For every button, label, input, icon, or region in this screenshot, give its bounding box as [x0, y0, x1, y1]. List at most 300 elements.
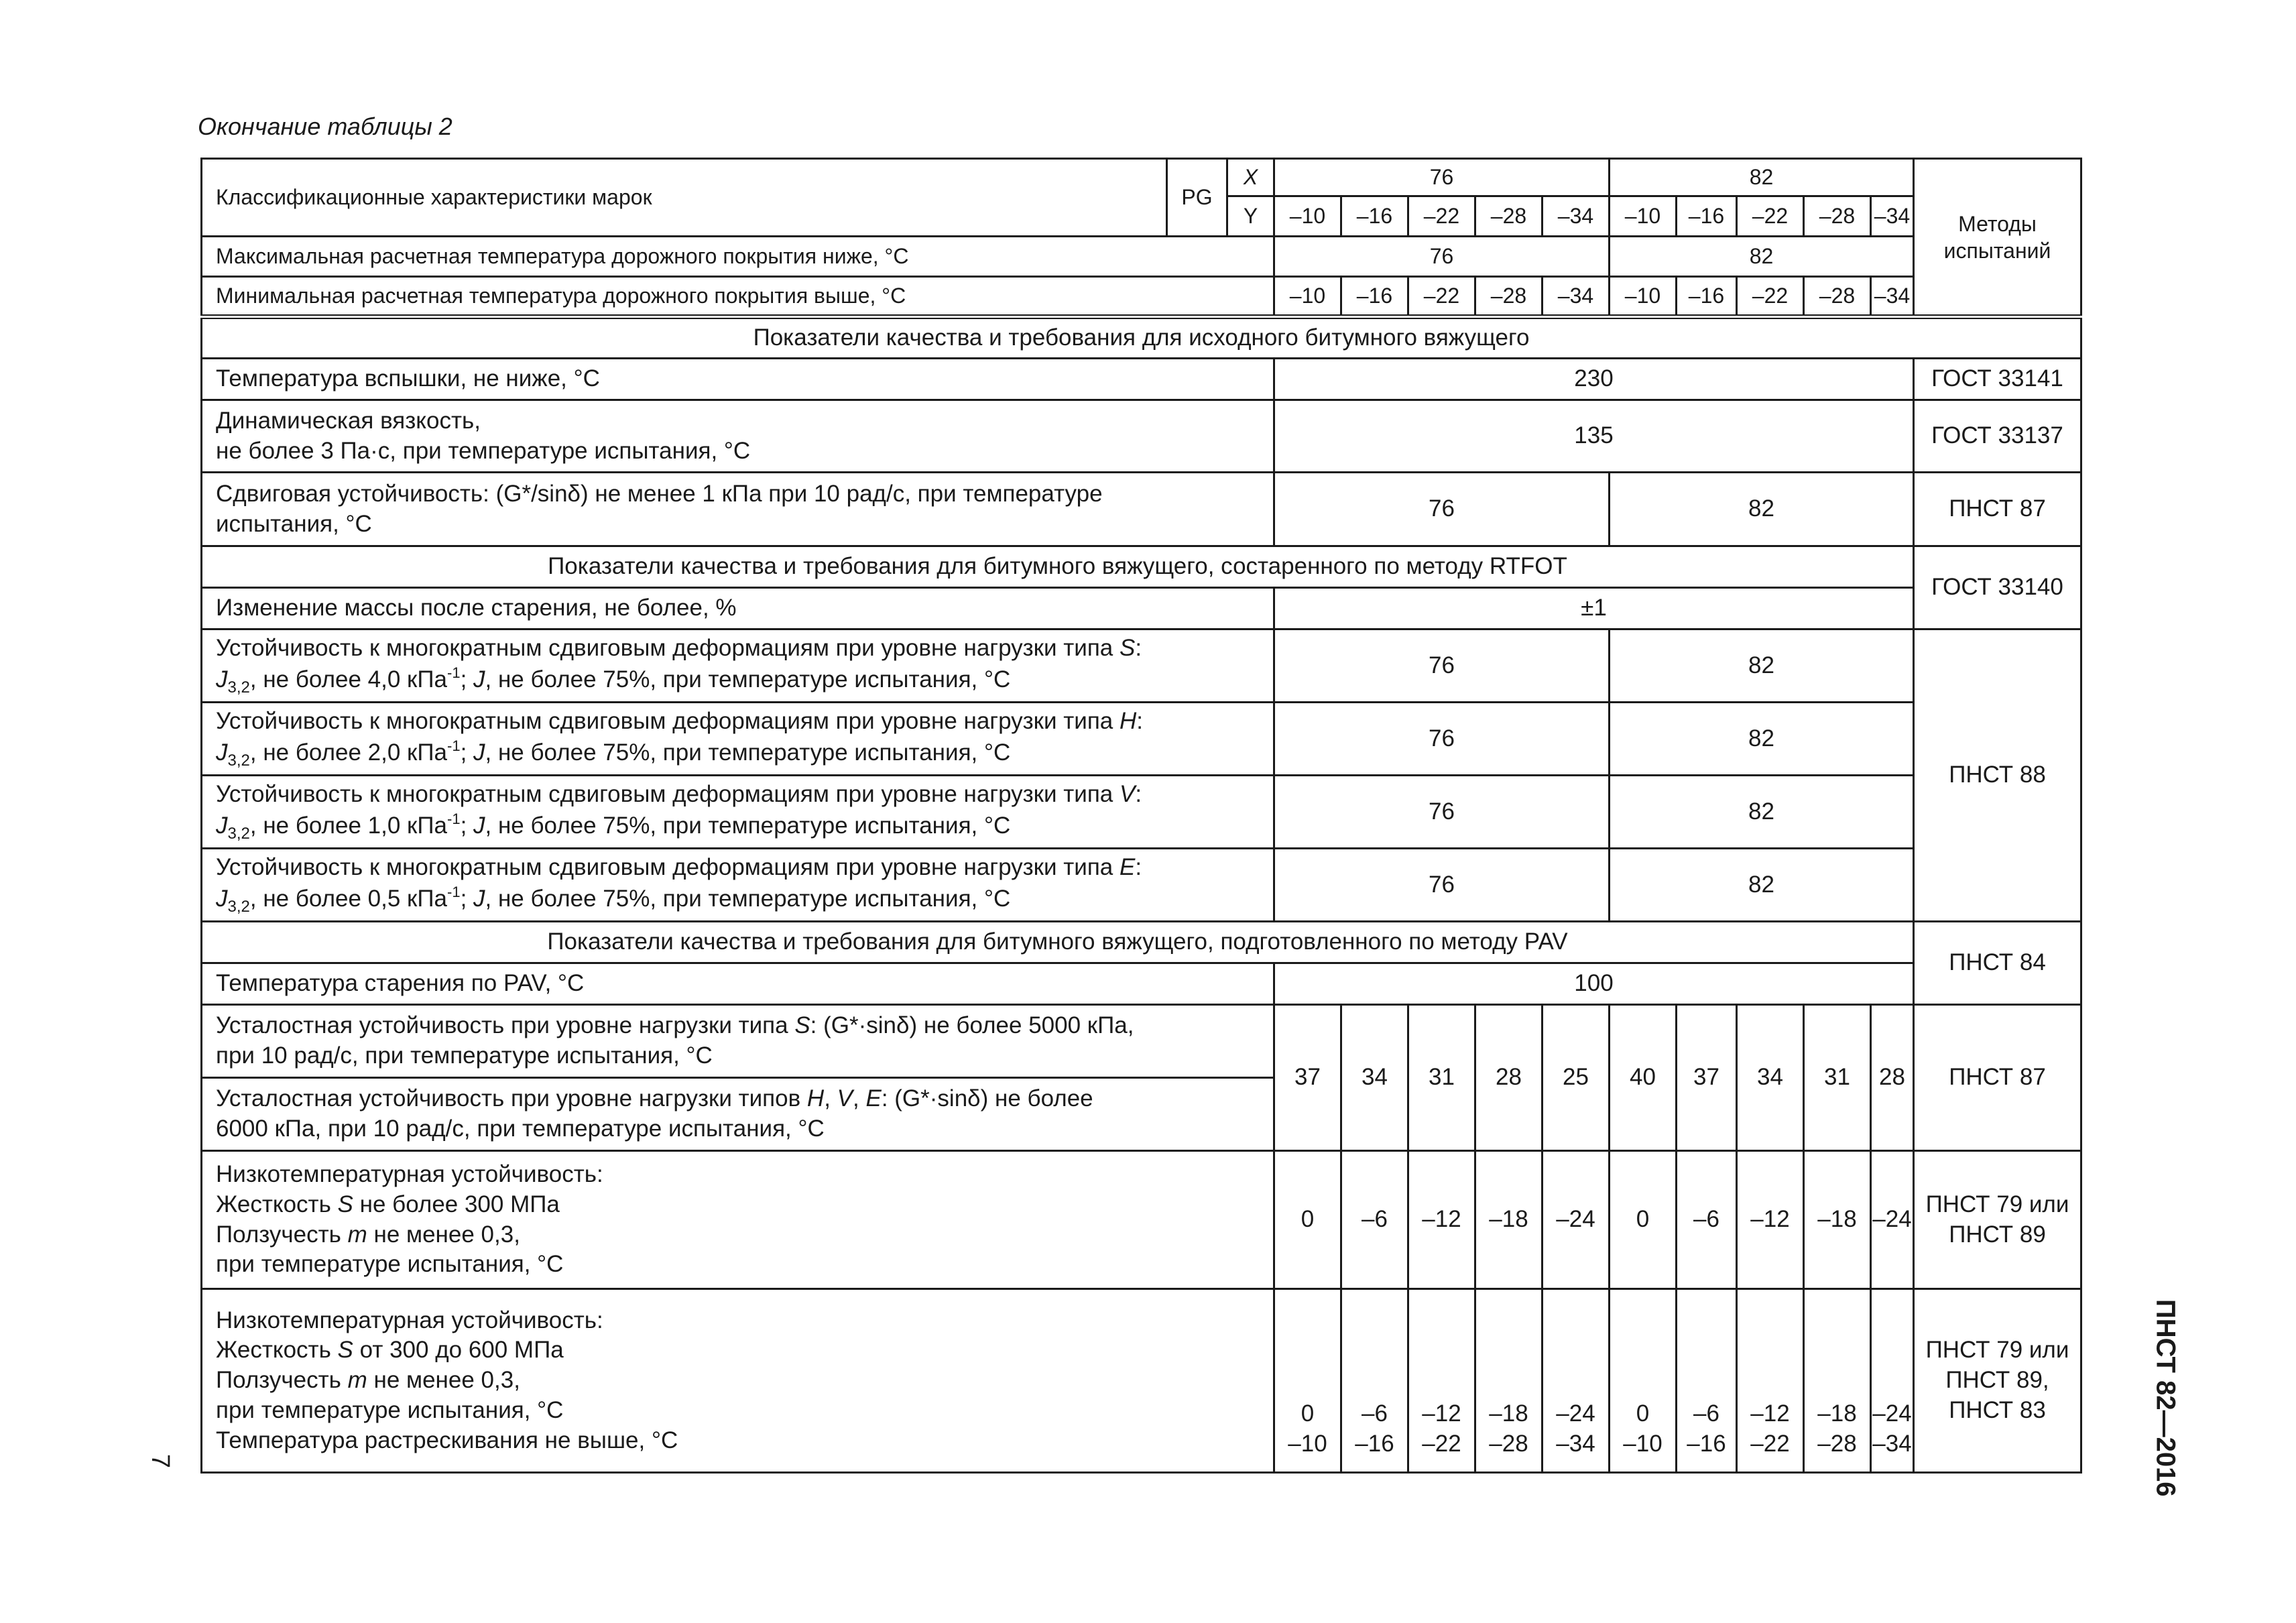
rtfot-method: ГОСТ 33140 — [1931, 574, 2063, 601]
method-line: ПНСТ 89 — [1949, 1221, 2046, 1248]
mscr-text: ; — [460, 812, 474, 839]
j-symbol: J — [473, 739, 485, 766]
high-grade-76: 76 — [1429, 165, 1454, 190]
table-row — [202, 473, 2081, 546]
lowtemp-text: при температуре испытания, °C — [216, 1251, 564, 1278]
min-temp: –16 — [1688, 284, 1725, 308]
fatigue-text: Усталостная устойчивость при уровне нагрузки типов — [216, 1085, 807, 1112]
crack-temp-value: –10 — [1623, 1431, 1663, 1457]
lowtemp-value: –18 — [1817, 1400, 1857, 1427]
lowtemp-value: –24 — [1872, 1206, 1912, 1233]
fatigue-text: при 10 рад/с, при температуре испытания, °C — [216, 1042, 713, 1069]
section-pav-cell — [202, 922, 1914, 963]
document-code: ПНСТ 82—2016 — [2151, 1299, 2181, 1497]
j-symbol: J — [216, 812, 228, 839]
table-body — [202, 159, 2081, 1473]
flash-value-cell — [1274, 359, 1914, 400]
mscr-76: 76 — [1429, 871, 1455, 898]
fatigue-value: 28 — [1496, 1064, 1522, 1091]
pav-temp-value: 100 — [1574, 970, 1614, 997]
table-row — [202, 277, 2081, 317]
methods-header-cell — [1914, 159, 2081, 317]
lowtemp-value: 0 — [1301, 1400, 1315, 1427]
methods-header: Методы испытаний — [1943, 211, 2051, 263]
max-82-cell — [1610, 237, 1914, 277]
load-type: S — [1120, 634, 1136, 661]
mscr-unit: кПа — [400, 666, 447, 693]
fatigue-value: 31 — [1824, 1064, 1850, 1091]
mass-label: Изменение массы после старения, не более, % — [216, 595, 737, 621]
x-cell — [1227, 159, 1274, 196]
table-row — [202, 1005, 2081, 1078]
mscr-82: 82 — [1748, 652, 1774, 678]
fatigue-value-cell — [1610, 1005, 1677, 1151]
flash-method-cell — [1914, 359, 2081, 400]
min-temp: –16 — [1356, 284, 1393, 308]
mscr-exponent: -1 — [447, 810, 461, 827]
shear-method-cell — [1914, 473, 2081, 546]
method-line: ПНСТ 79 или — [1925, 1337, 2069, 1364]
mscr-unit: кПа — [400, 812, 447, 839]
lowtemp1-value-cell — [1871, 1151, 1914, 1289]
mscr-limit: 2,0 — [367, 739, 401, 766]
lowtemp2-label-cell — [202, 1289, 1274, 1473]
mscr-exponent: -1 — [447, 664, 461, 681]
min-temp-cell — [1737, 277, 1804, 317]
mscr-82-cell — [1610, 776, 1914, 849]
lowtemp2-value-cell — [1274, 1289, 1341, 1473]
lowtemp1-value-cell — [1274, 1151, 1341, 1289]
mscr-method: ПНСТ 88 — [1949, 762, 2046, 788]
lowtemp-value: –6 — [1693, 1206, 1719, 1233]
class-label: Классификационные характеристики марок — [216, 185, 652, 210]
table-row — [202, 317, 2081, 359]
lowtemp2-value-cell — [1804, 1289, 1871, 1473]
min-temp-label: Минимальная расчетная температура дорожного покрытия выше, °C — [216, 284, 906, 308]
method-line: ПНСТ 79 или — [1925, 1191, 2069, 1217]
crack-temp-value: –16 — [1355, 1431, 1394, 1457]
lowtemp-text: Ползучесть — [216, 1367, 348, 1394]
crack-temp-value: –10 — [1288, 1431, 1327, 1457]
mscr-76: 76 — [1429, 798, 1455, 825]
fatigue-value: 25 — [1563, 1064, 1589, 1091]
fatigue-value-cell — [1475, 1005, 1543, 1151]
mscr-76: 76 — [1429, 725, 1455, 752]
lowtemp-text: Низкотемпературная устойчивость: — [216, 1307, 603, 1333]
mscr-text: , не более 75%, при температуре испытания, °C — [485, 885, 1011, 912]
mscr-limit: 4,0 — [367, 666, 401, 693]
fatigue-value-cell — [1543, 1005, 1610, 1151]
fatigue-value-cell — [1737, 1005, 1804, 1151]
mass-value: ±1 — [1581, 595, 1607, 621]
table-row — [202, 400, 2081, 473]
crack-temp-value: –22 — [1422, 1431, 1461, 1457]
mscr-text: , не более — [249, 885, 368, 912]
high-grade-82: 82 — [1749, 165, 1774, 190]
mscr-limit: 1,0 — [367, 812, 401, 839]
lowtemp-value: –24 — [1556, 1206, 1595, 1233]
viscosity-label-cell — [202, 400, 1274, 473]
table-row — [202, 1289, 2081, 1473]
viscosity-value-cell — [1274, 400, 1914, 473]
fatigue-value-cell — [1274, 1005, 1341, 1151]
fatigue-method: ПНСТ 87 — [1949, 1064, 2046, 1091]
mscr-label-cell — [202, 703, 1274, 776]
j-subscript: 3,2 — [227, 824, 250, 843]
lowtemp1-value-cell — [1341, 1151, 1408, 1289]
mscr-limit: 0,5 — [367, 885, 401, 912]
flash-value: 230 — [1574, 365, 1614, 392]
section-original-cell — [202, 317, 2081, 359]
shear-line: Сдвиговая устойчивость: (G*/sinδ) не менее 1 кПа при 10 рад/с, при температуре — [216, 480, 1103, 507]
fatigue-hve-label-cell — [202, 1078, 1274, 1151]
lowtemp-value: –18 — [1817, 1206, 1857, 1233]
lowtemp-value: –18 — [1489, 1400, 1528, 1427]
pav-temp-label: Температура старения по PAV, °C — [216, 970, 585, 997]
lowtemp-text: Температура растрескивания не выше, °C — [216, 1427, 678, 1453]
mscr-text: Устойчивость к многократным сдвиговым деформациям при уровне нагрузки типа — [216, 707, 1120, 734]
fatigue-value-cell — [1677, 1005, 1737, 1151]
s-symbol: S — [337, 1191, 353, 1217]
lowtemp-value: 0 — [1636, 1206, 1650, 1233]
table-row — [202, 963, 2081, 1005]
lowtemp-value: –6 — [1362, 1206, 1388, 1233]
j-symbol: J — [473, 812, 485, 839]
viscosity-line: не более 3 Па·с, при температуре испытания, °C — [216, 437, 751, 464]
lowtemp-text: при температуре испытания, °C — [216, 1396, 564, 1423]
pav-temp-label-cell — [202, 963, 1274, 1005]
mscr-label-cell — [202, 629, 1274, 703]
crack-temp-value: –34 — [1872, 1431, 1912, 1457]
mscr-text: , не более — [249, 666, 368, 693]
j-subscript: 3,2 — [227, 897, 250, 916]
low-grade: –28 — [1819, 204, 1856, 229]
low-grade-cell — [1341, 196, 1408, 237]
mscr-82: 82 — [1748, 871, 1774, 898]
min-temp: –34 — [1874, 284, 1911, 308]
mscr-exponent: -1 — [447, 737, 461, 754]
j-subscript: 3,2 — [227, 751, 250, 770]
min-temp-cell — [1543, 277, 1610, 317]
min-temp-cell — [1804, 277, 1871, 317]
lowtemp-value: –12 — [1750, 1206, 1790, 1233]
load-type: V — [1120, 780, 1136, 807]
min-temp: –28 — [1819, 284, 1856, 308]
low-grade: –34 — [1557, 204, 1594, 229]
low-grade: –34 — [1874, 204, 1911, 229]
section-heading: Показатели качества и требования для исходного битумного вяжущего — [753, 324, 1530, 351]
j-subscript: 3,2 — [227, 678, 250, 697]
low-grade: –16 — [1356, 204, 1393, 229]
lowtemp-value: –12 — [1750, 1400, 1790, 1427]
j-symbol: J — [473, 885, 485, 912]
fatigue-method-cell — [1914, 1005, 2081, 1151]
lowtemp1-value-cell — [1804, 1151, 1871, 1289]
low-grade-cell — [1677, 196, 1737, 237]
fatigue-value: 28 — [1879, 1064, 1905, 1091]
min-temp-label-cell — [202, 277, 1274, 317]
fatigue-text: , — [853, 1085, 866, 1112]
min-temp: –22 — [1423, 284, 1460, 308]
fatigue-value: 31 — [1429, 1064, 1455, 1091]
shear-method: ПНСТ 87 — [1949, 495, 2046, 522]
j-symbol: J — [216, 885, 228, 912]
lowtemp-value: 0 — [1301, 1206, 1315, 1233]
lowtemp2-value-cell — [1408, 1289, 1475, 1473]
mscr-label-cell — [202, 776, 1274, 849]
lowtemp-text: Ползучесть — [216, 1221, 348, 1248]
load-type: E — [1120, 853, 1136, 880]
lowtemp1-value-cell — [1475, 1151, 1543, 1289]
lowtemp2-value-cell — [1475, 1289, 1543, 1473]
min-temp-cell — [1871, 277, 1914, 317]
fatigue-value: 40 — [1630, 1064, 1656, 1091]
low-grade: –10 — [1624, 204, 1661, 229]
low-grade: –10 — [1289, 204, 1326, 229]
section-rtfot-cell — [202, 546, 1914, 588]
low-grade: –28 — [1490, 204, 1527, 229]
lowtemp1-value-cell — [1543, 1151, 1610, 1289]
mscr-unit: кПа — [400, 739, 447, 766]
load-type: S — [794, 1012, 810, 1039]
method-line: ПНСТ 83 — [1949, 1396, 2046, 1423]
pg-label: PG — [1181, 185, 1213, 210]
mscr-text: Устойчивость к многократным сдвиговым деформациям при уровне нагрузки типа — [216, 780, 1120, 807]
mscr-76-cell — [1274, 776, 1610, 849]
low-grade: –22 — [1752, 204, 1789, 229]
flash-label-cell — [202, 359, 1274, 400]
mscr-exponent: -1 — [447, 883, 461, 900]
table-row — [202, 629, 2081, 703]
load-type: H — [806, 1085, 825, 1112]
mscr-text: Устойчивость к многократным сдвиговым деформациям при уровне нагрузки типа — [216, 634, 1120, 661]
mscr-text: , не более 75%, при температуре испытания, °C — [485, 812, 1011, 839]
mscr-unit: кПа — [400, 885, 447, 912]
mscr-82-cell — [1610, 849, 1914, 922]
mscr-82: 82 — [1748, 725, 1774, 752]
lowtemp2-value-cell — [1610, 1289, 1677, 1473]
crack-temp-value: –28 — [1489, 1431, 1528, 1457]
lowtemp-value: –18 — [1489, 1206, 1528, 1233]
high-76-cell — [1274, 159, 1610, 196]
mscr-text: , не более 75%, при температуре испытания, °C — [485, 666, 1011, 693]
viscosity-method: ГОСТ 33137 — [1931, 422, 2063, 449]
low-grade-cell — [1543, 196, 1610, 237]
crack-temp-value: –22 — [1750, 1431, 1790, 1457]
m-symbol: m — [347, 1221, 367, 1248]
method-line: ПНСТ 89, — [1945, 1367, 2049, 1394]
load-type: V — [837, 1085, 853, 1112]
min-temp: –34 — [1557, 284, 1594, 308]
min-temp-cell — [1677, 277, 1737, 317]
viscosity-line: Динамическая вязкость, — [216, 407, 481, 434]
min-temp: –22 — [1752, 284, 1789, 308]
min-temp: –10 — [1289, 284, 1326, 308]
lowtemp1-value-cell — [1408, 1151, 1475, 1289]
shear-label-cell — [202, 473, 1274, 546]
mscr-text: ; — [460, 739, 474, 766]
pav-temp-value-cell — [1274, 963, 1914, 1005]
pg-cell — [1167, 159, 1227, 237]
mscr-text: ; — [460, 666, 474, 693]
flash-method: ГОСТ 33141 — [1931, 365, 2063, 392]
low-grade-cell — [1274, 196, 1341, 237]
max-76: 76 — [1429, 244, 1454, 269]
mscr-76-cell — [1274, 703, 1610, 776]
fatigue-value: 37 — [1294, 1064, 1321, 1091]
min-temp-cell — [1610, 277, 1677, 317]
lowtemp-value: –6 — [1693, 1400, 1719, 1427]
fatigue-value: 34 — [1757, 1064, 1783, 1091]
rtfot-method-cell — [1914, 546, 2081, 629]
crack-temp-value: –28 — [1817, 1431, 1857, 1457]
lowtemp1-value-cell — [1610, 1151, 1677, 1289]
low-grade-cell — [1737, 196, 1804, 237]
lowtemp1-method-cell — [1914, 1151, 2081, 1289]
shear-line: испытания, °C — [216, 510, 372, 537]
fatigue-text: : (G*·sinδ) не более 5000 кПа, — [810, 1012, 1134, 1039]
j-symbol: J — [473, 666, 485, 693]
shear-76-cell — [1274, 473, 1610, 546]
min-temp-cell — [1475, 277, 1543, 317]
x-label: X — [1243, 165, 1258, 190]
lowtemp2-method-cell — [1914, 1289, 2081, 1473]
mscr-colon: : — [1136, 707, 1144, 734]
lowtemp-value: –12 — [1422, 1400, 1461, 1427]
low-grade-cell — [1475, 196, 1543, 237]
table-row — [202, 849, 2081, 922]
mscr-76-cell — [1274, 849, 1610, 922]
fatigue-value-cell — [1871, 1005, 1914, 1151]
lowtemp-text: Жесткость — [216, 1191, 338, 1217]
table-row — [202, 237, 2081, 277]
fatigue-text: , — [824, 1085, 837, 1112]
mscr-text: , не более 75%, при температуре испытания, °C — [485, 739, 1011, 766]
lowtemp-value: –6 — [1362, 1400, 1388, 1427]
mscr-text: , не более — [249, 739, 368, 766]
crack-temp-value: –16 — [1687, 1431, 1726, 1457]
j-symbol: J — [216, 739, 228, 766]
grade-table — [200, 158, 2082, 1474]
fatigue-text: 6000 кПа, при 10 рад/с, при температуре испытания, °C — [216, 1116, 825, 1142]
mscr-text: Устойчивость к многократным сдвиговым деформациям при уровне нагрузки типа — [216, 853, 1120, 880]
table-caption: Окончание таблицы 2 — [198, 113, 452, 140]
high-82-cell — [1610, 159, 1914, 196]
lowtemp2-value-cell — [1341, 1289, 1408, 1473]
min-temp-cell — [1408, 277, 1475, 317]
mscr-method-cell — [1914, 629, 2081, 922]
lowtemp1-value-cell — [1677, 1151, 1737, 1289]
lowtemp-text: не менее 0,3, — [367, 1221, 520, 1248]
fatigue-text: Усталостная устойчивость при уровне нагрузки типа — [216, 1012, 795, 1039]
viscosity-value: 135 — [1574, 422, 1614, 449]
m-symbol: m — [347, 1367, 367, 1394]
mscr-82: 82 — [1748, 798, 1774, 825]
table-row — [202, 359, 2081, 400]
j-symbol: J — [216, 666, 228, 693]
lowtemp-value: –24 — [1556, 1400, 1595, 1427]
lowtemp-text: не менее 0,3, — [367, 1367, 520, 1394]
crack-temp-value: –34 — [1556, 1431, 1595, 1457]
class-label-cell — [202, 159, 1167, 237]
viscosity-method-cell — [1914, 400, 2081, 473]
fatigue-value-cell — [1408, 1005, 1475, 1151]
max-temp-label-cell — [202, 237, 1274, 277]
lowtemp-text: Жесткость — [216, 1337, 338, 1364]
fatigue-value-cell — [1804, 1005, 1871, 1151]
low-grade: –16 — [1688, 204, 1725, 229]
fatigue-value-cell — [1341, 1005, 1408, 1151]
lowtemp2-value-cell — [1677, 1289, 1737, 1473]
lowtemp-text: от 300 до 600 МПа — [353, 1337, 564, 1364]
lowtemp-value: –12 — [1422, 1206, 1461, 1233]
low-grade-cell — [1804, 196, 1871, 237]
page-number: 7 — [146, 1453, 175, 1469]
s-symbol: S — [337, 1337, 353, 1364]
lowtemp1-label-cell — [202, 1151, 1274, 1289]
section-heading: Показатели качества и требования для битумного вяжущего, состаренного по методу RTFOT — [548, 553, 1567, 580]
table-row — [202, 159, 2081, 196]
shear-76: 76 — [1429, 495, 1455, 522]
max-temp-label: Максимальная расчетная температура дорожного покрытия ниже, °C — [216, 244, 909, 269]
lowtemp2-value-cell — [1737, 1289, 1804, 1473]
mass-label-cell — [202, 588, 1274, 629]
table-row — [202, 546, 2081, 588]
table-row — [202, 922, 2081, 963]
mscr-76: 76 — [1429, 652, 1455, 678]
mscr-76-cell — [1274, 629, 1610, 703]
lowtemp-value: 0 — [1636, 1400, 1650, 1427]
mscr-text: ; — [460, 885, 474, 912]
section-heading: Показатели качества и требования для битумного вяжущего, подготовленного по методу PAV — [547, 928, 1568, 955]
max-82: 82 — [1749, 244, 1774, 269]
load-type: E — [865, 1085, 882, 1112]
lowtemp2-value-cell — [1871, 1289, 1914, 1473]
mscr-colon: : — [1135, 853, 1142, 880]
table-row — [202, 703, 2081, 776]
mscr-text: , не более — [249, 812, 368, 839]
pav-method-cell — [1914, 922, 2081, 1005]
low-grade-cell — [1408, 196, 1475, 237]
y-label: Y — [1243, 204, 1258, 229]
fatigue-value: 37 — [1693, 1064, 1719, 1091]
mscr-label-cell — [202, 849, 1274, 922]
mscr-82-cell — [1610, 629, 1914, 703]
mscr-colon: : — [1135, 634, 1142, 661]
mscr-colon: : — [1135, 780, 1142, 807]
load-type: H — [1120, 707, 1137, 734]
shear-82: 82 — [1748, 495, 1774, 522]
lowtemp-text: Низкотемпературная устойчивость: — [216, 1160, 603, 1187]
mass-value-cell — [1274, 588, 1914, 629]
lowtemp1-value-cell — [1737, 1151, 1804, 1289]
mscr-82-cell — [1610, 703, 1914, 776]
shear-82-cell — [1610, 473, 1914, 546]
fatigue-s-label-cell — [202, 1005, 1274, 1078]
low-grade: –22 — [1423, 204, 1460, 229]
min-temp-cell — [1341, 277, 1408, 317]
table-row — [202, 776, 2081, 849]
table-row — [202, 588, 2081, 629]
low-grade-cell — [1610, 196, 1677, 237]
fatigue-value: 34 — [1362, 1064, 1388, 1091]
lowtemp-value: –24 — [1872, 1400, 1912, 1427]
min-temp: –10 — [1624, 284, 1661, 308]
min-temp: –28 — [1490, 284, 1527, 308]
max-76-cell — [1274, 237, 1610, 277]
lowtemp-text: не более 300 МПа — [353, 1191, 560, 1217]
table-row — [202, 1151, 2081, 1289]
